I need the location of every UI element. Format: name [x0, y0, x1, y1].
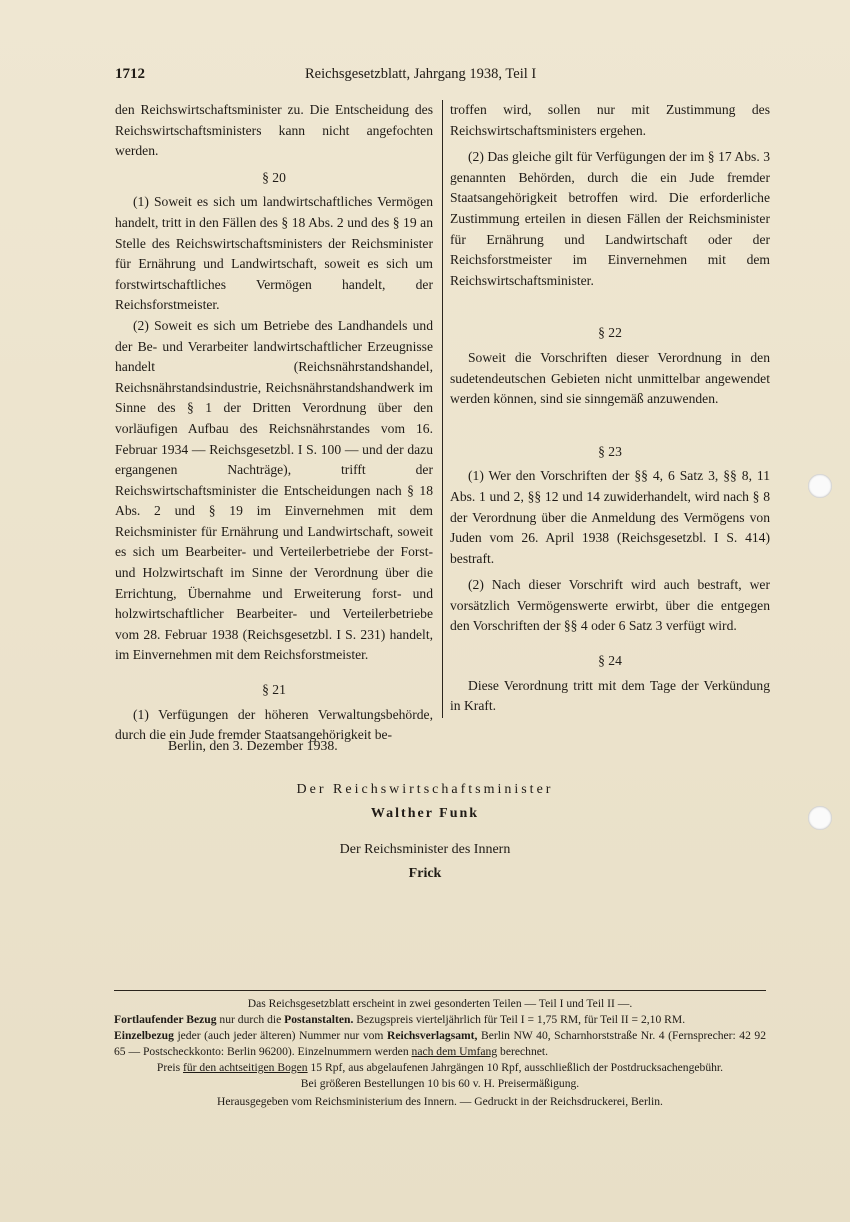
paragraph: Soweit die Vorschriften dieser Verordnung in den sudetendeutschen Gebieten nicht unmittelbar angewendet werden können, sind sie sinngemäß anzuwenden.	[450, 349, 770, 407]
place-date: Berlin, den 3. Dezember 1938.	[168, 738, 338, 753]
footer-underlined: für den achtseitigen Bogen	[183, 1061, 308, 1074]
footer-text: Bezugspreis vierteljährlich für Teil I = 1,75 RM, für Teil II = 2,10 RM.	[353, 1013, 686, 1026]
paragraph: (1) Verfügungen der höheren Verwaltungsbehörde, durch die ein Jude fremder Staatsangehörigkeit be-	[115, 706, 433, 743]
paragraph: (1) Soweit es sich um landwirtschaftliches Vermögen handelt, tritt in den Fällen des § 18 Abs. 2 und des § 19 an Stelle des Reichswirtschaftsministers der Reichsminister für Ernährung und Landwirtschaft, soweit es sich um forstwirtschaftliches Vermögen handelt, der Reichsforstmeister.	[115, 194, 433, 313]
footer-text: Preis	[156, 1061, 184, 1074]
footer-bold: Fortlaufender Bezug	[114, 1013, 217, 1026]
footer-bold: Reichsverlagsamt,	[386, 1029, 478, 1042]
right-column	[450, 100, 770, 717]
footer-line: Herausgegeben vom Reichsministerium des Innern. — Gedruckt in der Reichsdruckerei, Berlin.	[217, 1095, 663, 1108]
page-number: 1712	[115, 66, 145, 82]
footer-text: 15 Rpf, aus abgelaufenen Jahrgängen 10 Rpf, ausschließlich der Postdrucksachengebühr.	[307, 1061, 724, 1074]
paragraph: (2) Nach dieser Vorschrift wird auch bestraft, wer vorsätzlich Vermögenswerte erwirbt, über die entgegen den Vorschriften der §§ 4 oder 6 Satz 3 verfügt wird.	[450, 577, 770, 634]
footer-text: berechnet.	[497, 1045, 549, 1058]
footer-text: nur durch die	[216, 1013, 285, 1026]
footer-line: Bei größeren Bestellungen 10 bis 60 v. H. Preisermäßigung.	[300, 1077, 580, 1090]
column-divider	[442, 100, 443, 718]
footer-line	[114, 1012, 766, 1028]
footer-line: Das Reichsgesetzblatt erscheint in zwei gesonderten Teilen — Teil I und Teil II —.	[247, 997, 633, 1010]
footer-line	[114, 1028, 766, 1060]
footer-bold: Postanstalten.	[284, 1013, 354, 1026]
paragraph: den Reichswirtschaftsminister zu. Die Entscheidung des Reichswirtschaftsministers kann nicht angefochten werden.	[115, 102, 433, 159]
signatory-name: Walther Funk	[370, 806, 480, 821]
paragraph: Diese Verordnung tritt mit dem Tage der Verkündung in Kraft.	[450, 677, 770, 714]
section-heading: § 24	[598, 653, 622, 669]
signatory-name: Frick	[408, 866, 442, 881]
paragraph: troffen wird, sollen nur mit Zustimmung des Reichswirtschaftsministers ergehen.	[450, 102, 770, 138]
section-heading: § 21	[262, 682, 286, 698]
publication-footer	[114, 996, 766, 1110]
section-heading: § 22	[598, 325, 622, 341]
signatory-office: Der Reichswirtschaftsminister	[296, 782, 554, 797]
punch-hole	[808, 474, 832, 498]
signatory-office: Der Reichsminister des Innern	[339, 842, 511, 857]
page-header	[115, 66, 780, 88]
left-column	[115, 100, 433, 746]
footer-bold: Einzelbezug	[114, 1029, 174, 1042]
gazette-title: Reichsgesetzblatt, Jahrgang 1938, Teil I	[305, 66, 537, 82]
section-heading: § 20	[262, 169, 286, 185]
footer-line	[114, 1060, 766, 1076]
paragraph: (1) Wer den Vorschriften der §§ 4, 6 Satz 3, §§ 8, 11 Abs. 1 und 2, §§ 12 und 14 zuwiderhandelt, wird nach § 8 der Verordnung über die Anmeldung des Vermögens von Juden vom 26. April 1938 (Reichsgesetzbl. I S. 414) bestraft.	[450, 468, 770, 566]
footer-underlined: nach dem Umfang	[411, 1045, 498, 1058]
paragraph: (2) Soweit es sich um Betriebe des Landhandels und der Be- und Verarbeiter landwirtschaftlicher Erzeugnisse handelt (Reichsnährstandshandel, Reichsnährstandsindustrie, Reichsnährstandshandwerk im Sinne des § 1 der Dritten Verordnung über den vorläufigen Aufbau des Reichsnährstandes vom 16. Februar 1934 — Reichsgesetzbl. I S. 100 — und der dazu ergangenen Nachträge), trifft der Reichswirtschaftsminister die Entscheidungen nach § 18 Abs. 2 und § 19 im Einvernehmen mit dem Reichsminister für Ernährung und Landwirtschaft, soweit es sich um Bearbeiter- und Verteilerbetriebe der Forst- und Holzwirtschaft im Sinne der Verordnung über die Errichtung, Übernahme und Erweiterung forst- und holzwirtschaftlicher Bearbeiter- und Verteilerbetriebe vom 28. Februar 1938 (Reichsgesetzbl. I S. 231) handelt, im Einvernehmen mit dem Reichsforstmeister.	[115, 317, 433, 663]
section-heading: § 23	[598, 443, 622, 459]
footer-text: Berlin NW 40, Scharnhorststraße Nr. 4 (Fernsprecher: 42 92 65 — Postscheckkonto: Berlin 96200). Einzelnummern werden	[114, 1029, 766, 1058]
footer-text: jeder (auch jeder älteren) Nummer nur vom	[173, 1029, 387, 1042]
footer-rule	[114, 990, 766, 991]
paragraph: (2) Das gleiche gilt für Verfügungen der im § 17 Abs. 3 genannten Behörden, durch die ein Jude fremder Staatsangehörigkeit betroffen wird. Die erforderliche Zustimmung erteilen in diesen Fällen der Reichsminister für Ernährung und Landwirtschaft oder der Reichsforstmeister im Einvernehmen mit dem Reichswirtschaftsminister.	[450, 149, 770, 288]
